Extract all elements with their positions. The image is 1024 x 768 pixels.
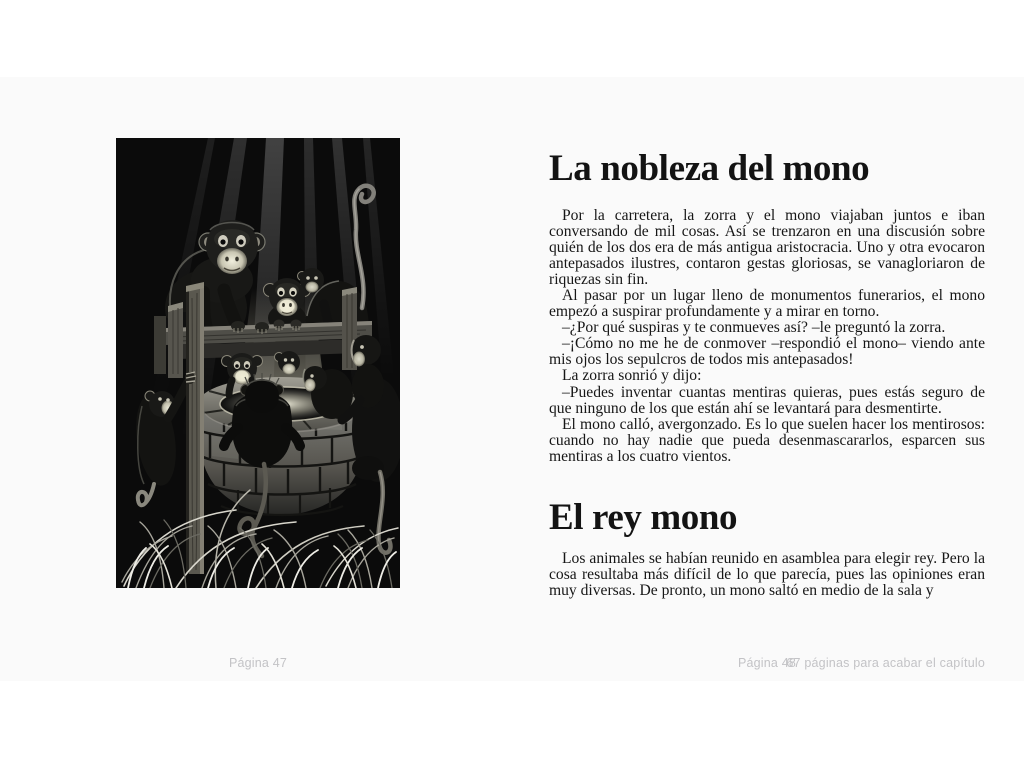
paragraph: Por la carretera, la zorra y el mono viajaban juntos e iban conversando de mil cosas. Así se trenzaron en una discusión sobre quién de los dos era de más antigua aristocracia. Uno y otra evocaron antepasados ilustres, contaron gestas gloriosas, se vanagloriaron de riquezas sin fin. [549, 207, 985, 289]
page-number-right: Página 48 [737, 656, 797, 670]
paragraph: El mono calló, avergonzado. Es lo que suelen hacer los mentirosos: cuando no hay nadie que pueda desenmascararlos, esparcen sus mentiras a los cuatro vientos. [549, 415, 985, 465]
monkeys-well-illustration [116, 138, 400, 588]
monkeys-well-svg [116, 138, 400, 588]
paragraph: Al pasar por un lugar lleno de monumentos funerarios, el mono empezó a suspirar profundamente y a mirar en torno. [549, 287, 985, 321]
left-page[interactable] [0, 77, 512, 681]
chapter-pages-remaining: 67 páginas para acabar el capítulo [786, 656, 985, 670]
tall-post [185, 282, 204, 574]
page-number-left: Página 47 [228, 656, 288, 670]
text-column [549, 149, 985, 599]
paragraph: Los animales se habían reunido en asamblea para elegir rey. Pero la cosa resultaba más difícil de lo que parecía, pues las opiniones eran muy diversas. De pronto, un mono saltó en medio de la sala y [549, 549, 985, 599]
chapter-title-rey-mono: El rey mono [549, 496, 738, 538]
paragraph: La zorra sonrió y dijo: [562, 367, 702, 385]
paragraph: –Puedes inventar cuantas mentiras quieras, pues estás seguro de que ninguno de los que están ahí se levantará para desmentirte. [549, 383, 985, 417]
paragraph: –¿Por qué suspiras y te conmueves así? –le preguntó la zorra. [562, 319, 946, 337]
right-page[interactable] [512, 77, 1024, 681]
paragraph: –¡Cómo no me he de conmover –respondió el mono– viendo ante mis ojos los sepulcros de todos mis antepasados! [549, 335, 985, 369]
right-page-footer [549, 656, 985, 672]
chapter-title-nobleza: La nobleza del mono [549, 148, 870, 189]
